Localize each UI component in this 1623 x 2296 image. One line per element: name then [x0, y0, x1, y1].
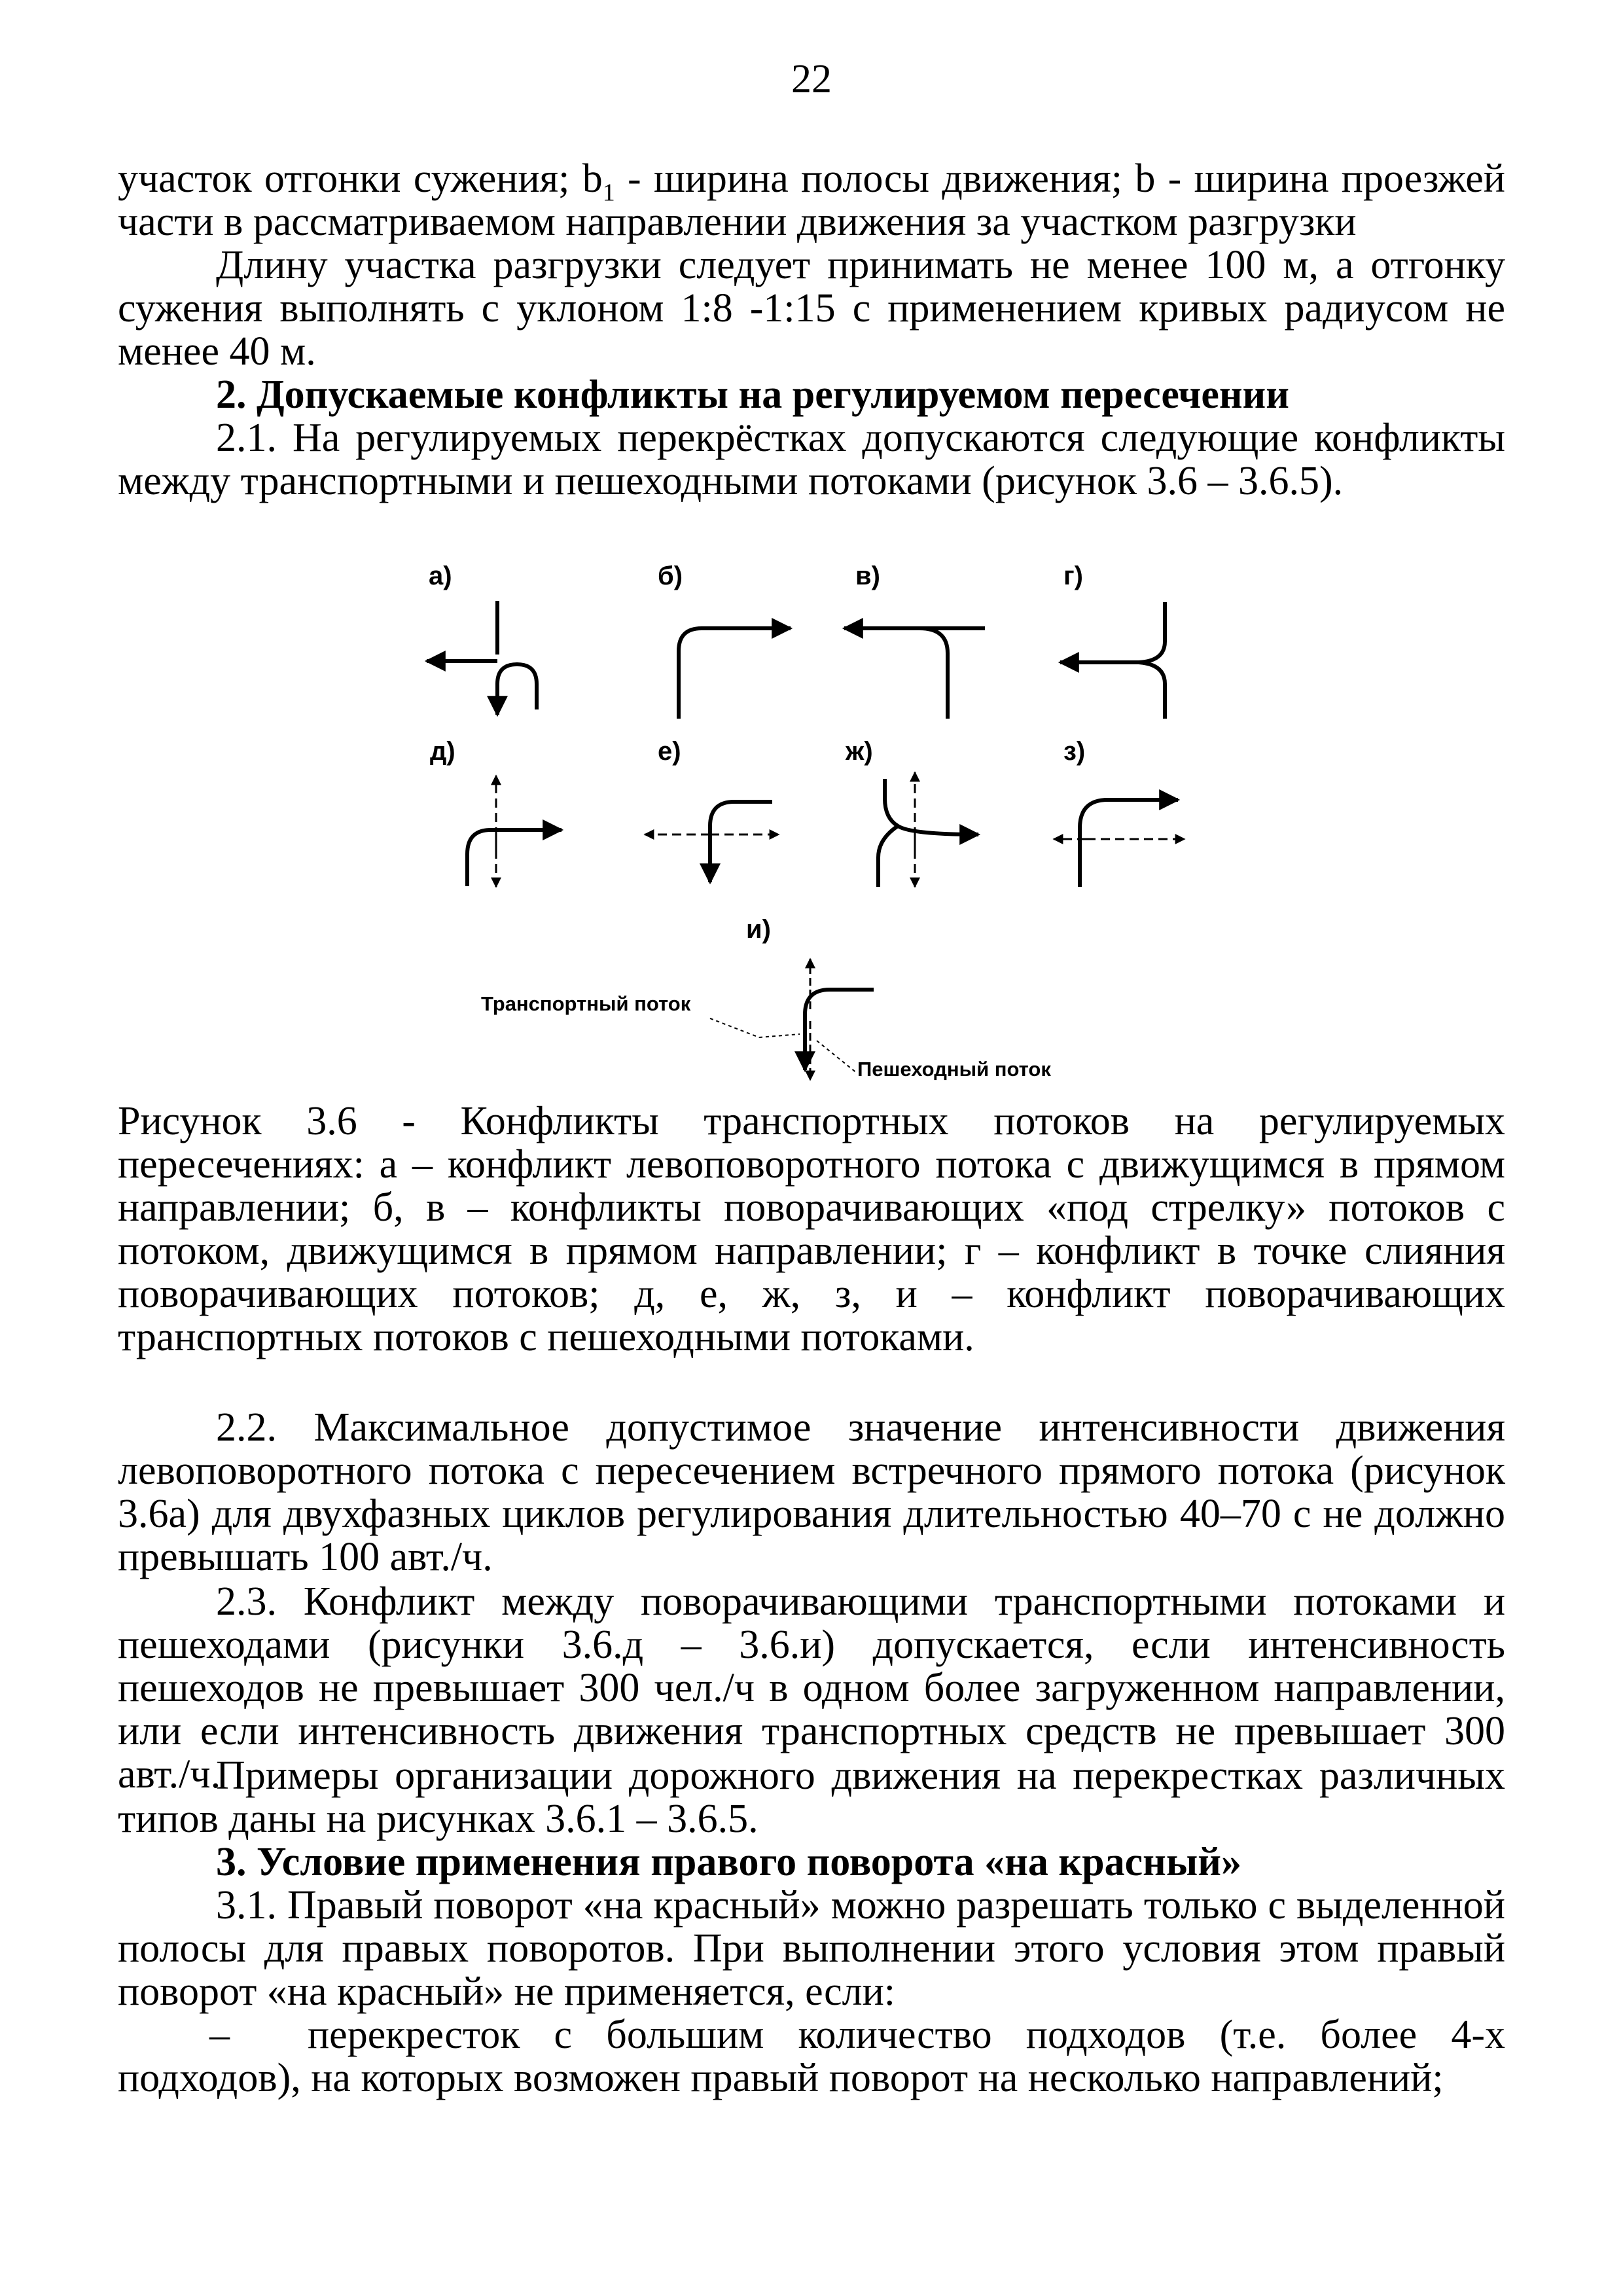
figure-caption: Рисунок 3.6 - Конфликты транспортных потоков на регулируемых пересечениях: а – конфликт левоповоротного потока с движущимся в прямом направлении; б, в – конфликты поворачивающих «под стрелку» потоков с потоком, движущимся в прямом направлении; г – конфликт в точке слияния поворачивающих потоков; д, е, ж, з, и – конфликт поворачивающих транспортных потоков с пешеходными потоками. — [118, 1099, 1505, 1359]
paragraph-examples: Примеры организации дорожного движения на перекрестках различных типов даны на рисунках 3.6.1 – 3.6.5. — [118, 1753, 1505, 1841]
figure-label-a: а) — [429, 562, 452, 590]
subscript: 1 — [602, 179, 615, 207]
figure-label-i: и) — [746, 915, 771, 944]
bullet-item-1 — [118, 2013, 1505, 2100]
figure-label-v: в) — [855, 562, 880, 590]
diagram-d — [467, 776, 562, 887]
diagram-i — [710, 959, 874, 1080]
section-3-heading: 3. Условие применения правого поворота «на красный» — [216, 1840, 1241, 1884]
intro-text-b: - ширина полосы движения; b - ширина проезжей части в рассматриваемом направлении движения за участком разгрузки — [118, 156, 1505, 244]
figure-label-z: з) — [1063, 737, 1086, 766]
bullet-text: перекресток с большим количество подходов (т.е. более 4-х подходов), на которых возможен правый поворот на несколько направлений; — [118, 2013, 1505, 2100]
diagram-a — [427, 601, 537, 715]
paragraph-2-2: 2.2. Максимальное допустимое значение интенсивности движения левоповоротного потока с пересечением встречного прямого потока (рисунок 3.6а) для двухфазных циклов регулирования длительностью 40–70 с не должно превышать 100 авт./ч. — [118, 1405, 1505, 1579]
intro-text-a: участок отгонки сужения; b — [118, 156, 603, 201]
intro-paragraph-2: Длину участка разгрузки следует принимать не менее 100 м, а отгонку сужения выполнять с уклоном 1:8 -1:15 с применением кривых радиусом не менее 40 м. — [118, 243, 1505, 374]
section-2-heading: 2. Допускаемые конфликты на регулируемом пересечении — [216, 372, 1290, 417]
figure-label-e: е) — [658, 737, 681, 766]
traffic-flow-label: Транспортный поток — [481, 992, 691, 1015]
figure-label-g: г) — [1063, 562, 1083, 590]
paragraph-2-3: 2.3. Конфликт между поворачивающими транспортными потоками и пешеходами (рисунки 3.6.д – 3.6.и) допускается, если интенсивность пешеходов не превышает 300 чел./ч в одном более загруженном направлении, или если интенсивность движения транспортных средств не превышает 300 авт./ч. — [118, 1579, 1505, 1797]
pedestrian-flow-label: Пешеходный поток — [857, 1058, 1051, 1081]
diagram-e — [645, 802, 779, 882]
figure-label-d: д) — [430, 737, 455, 766]
diagram-g — [1060, 602, 1165, 719]
paragraph-3-1: 3.1. Правый поворот «на красный» можно разрешать только с выделенной полосы для правых поворотов. При выполнении этого условия этом правый поворот «на красный» не применяется, если: — [118, 1883, 1505, 2014]
bullet-marker: – — [209, 2013, 230, 2057]
page-number: 22 — [791, 57, 832, 101]
figure-label-b: б) — [658, 562, 683, 590]
diagram-zh — [878, 772, 978, 887]
diagram-v — [844, 628, 986, 719]
paragraph-2-1: 2.1. На регулируемых перекрёстках допускаются следующие конфликты между транспортными и пешеходными потоками (рисунок 3.6 – 3.6.5). — [118, 416, 1505, 503]
diagram-z — [1054, 800, 1185, 887]
figure-label-zh: ж) — [846, 737, 873, 766]
diagram-b — [679, 628, 791, 719]
